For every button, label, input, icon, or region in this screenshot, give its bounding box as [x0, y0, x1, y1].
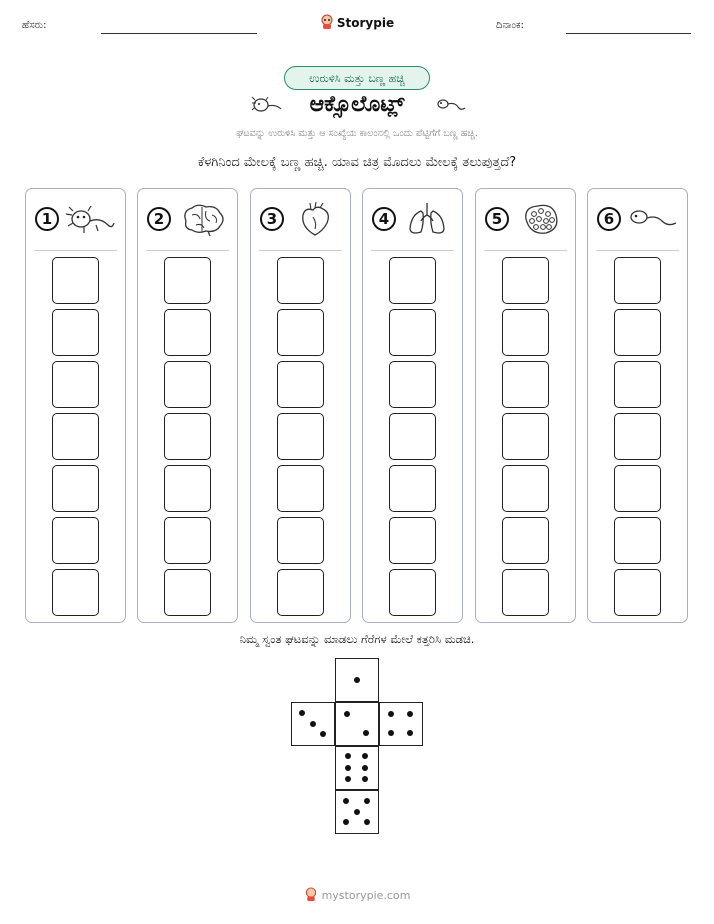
- color-box[interactable]: [614, 465, 661, 512]
- color-box[interactable]: [164, 257, 211, 304]
- brand: [0, 14, 714, 33]
- dice-pip: [388, 730, 394, 736]
- tadpole-title-icon: [436, 96, 466, 118]
- date-label: ದಿನಾಂಕ:: [496, 20, 524, 31]
- color-box[interactable]: [614, 309, 661, 356]
- color-box[interactable]: [164, 569, 211, 616]
- dice-pip: [343, 798, 349, 804]
- dice-pip: [362, 753, 368, 759]
- dice-pip: [310, 721, 316, 727]
- color-box[interactable]: [502, 257, 549, 304]
- color-box[interactable]: [614, 257, 661, 304]
- dice-face-2: [335, 702, 379, 746]
- color-box[interactable]: [164, 413, 211, 460]
- color-box[interactable]: [277, 517, 324, 564]
- color-box[interactable]: [277, 361, 324, 408]
- dice-pip: [364, 819, 370, 825]
- column-divider: [596, 250, 679, 251]
- color-box[interactable]: [52, 569, 99, 616]
- color-box[interactable]: [389, 517, 436, 564]
- column-divider: [371, 250, 454, 251]
- brand-name: Storypie: [336, 16, 395, 30]
- color-box[interactable]: [502, 309, 549, 356]
- color-box[interactable]: [164, 361, 211, 408]
- color-box[interactable]: [277, 465, 324, 512]
- color-box[interactable]: [389, 465, 436, 512]
- dice-pip: [344, 711, 350, 717]
- color-box[interactable]: [389, 361, 436, 408]
- dice-pip: [345, 753, 351, 759]
- storypie-logo-icon: [320, 14, 334, 33]
- dice-pip: [362, 765, 368, 771]
- dice-pip: [354, 809, 360, 815]
- date-field[interactable]: [566, 33, 691, 34]
- column-3: [250, 188, 351, 623]
- column-4: [362, 188, 463, 623]
- footer-url: mystorypie.com: [321, 889, 411, 902]
- column-number: 4: [372, 207, 396, 231]
- color-box[interactable]: [164, 517, 211, 564]
- dice-face-1: [335, 658, 379, 702]
- color-box[interactable]: [277, 257, 324, 304]
- dice-pip: [320, 731, 326, 737]
- color-box[interactable]: [52, 517, 99, 564]
- color-box[interactable]: [502, 361, 549, 408]
- eggs-icon: [514, 201, 566, 237]
- dice-pip: [299, 710, 305, 716]
- color-box[interactable]: [164, 465, 211, 512]
- brain-icon: [176, 201, 228, 237]
- footer-logo-icon: [304, 887, 318, 905]
- column-number: 1: [35, 207, 59, 231]
- color-box[interactable]: [389, 309, 436, 356]
- column-divider: [34, 250, 117, 251]
- color-box[interactable]: [614, 361, 661, 408]
- dice-face-5: [335, 790, 379, 834]
- column-6: [587, 188, 688, 623]
- instructions: ಘಟವನ್ನು ಉರುಳಿಸಿ ಮತ್ತು ಆ ಸಂಖ್ಯೆಯ ಕಾಲಂನಲ್ಲಿ ಒಂದು ಪೆಟ್ಟಿಗೆಗೆ ಬಣ್ಣ ಹಚ್ಚಿ.: [236, 128, 478, 139]
- dice-pip: [363, 730, 369, 736]
- dice-face-6: [335, 746, 379, 790]
- dice-pip: [345, 765, 351, 771]
- dice-pip: [388, 711, 394, 717]
- name-label: ಹೆಸರು:: [22, 20, 47, 31]
- activity-badge: ಉರುಳಿಸಿ ಮತ್ತು ಬಣ್ಣ ಹಚ್ಚಿ: [284, 66, 430, 90]
- axolotl-icon: [64, 201, 116, 237]
- column-number: 2: [147, 207, 171, 231]
- column-divider: [146, 250, 229, 251]
- question: ಕೆಳಗಿನಿಂದ ಮೇಲಕ್ಕೆ ಬಣ್ಣ ಹಚ್ಚಿ. ಯಾವ ಚಿತ್ರ ಮೊದಲು ಮೇಲಕ್ಕೆ ತಲುಪುತ್ತದೆ?: [197, 155, 517, 170]
- color-box[interactable]: [277, 309, 324, 356]
- color-box[interactable]: [614, 517, 661, 564]
- dice-pip: [364, 798, 370, 804]
- column-divider: [484, 250, 567, 251]
- color-box[interactable]: [164, 309, 211, 356]
- color-box[interactable]: [52, 361, 99, 408]
- column-1: [25, 188, 126, 623]
- dice-instruction: ನಿಮ್ಮ ಸ್ವಂತ ಘಟವನ್ನು ಮಾಡಲು ಗೆರೆಗಳ ಮೇಲೆ ಕತ್ತರಿಸಿ ಮಡಚಿ.: [239, 632, 475, 646]
- column-divider: [259, 250, 342, 251]
- dice-face-3: [291, 702, 335, 746]
- dice-pip: [362, 776, 368, 782]
- color-box[interactable]: [277, 413, 324, 460]
- dice-pip: [407, 730, 413, 736]
- color-box[interactable]: [52, 413, 99, 460]
- dice-pip: [343, 819, 349, 825]
- column-number: 3: [260, 207, 284, 231]
- heart-icon: [289, 201, 341, 237]
- column-number: 5: [485, 207, 509, 231]
- name-field[interactable]: [101, 33, 257, 34]
- column-2: [137, 188, 238, 623]
- dice-face-4: [379, 702, 423, 746]
- color-box[interactable]: [52, 257, 99, 304]
- color-box[interactable]: [614, 413, 661, 460]
- color-box[interactable]: [502, 569, 549, 616]
- column-5: [475, 188, 576, 623]
- footer: [0, 887, 714, 905]
- color-box[interactable]: [614, 569, 661, 616]
- color-box[interactable]: [389, 257, 436, 304]
- color-box[interactable]: [277, 569, 324, 616]
- dice-pip: [345, 776, 351, 782]
- color-box[interactable]: [52, 309, 99, 356]
- color-box[interactable]: [502, 465, 549, 512]
- color-box[interactable]: [52, 465, 99, 512]
- color-box[interactable]: [502, 517, 549, 564]
- color-box[interactable]: [502, 413, 549, 460]
- tadpole-icon: [626, 201, 678, 237]
- color-box[interactable]: [389, 413, 436, 460]
- dice-pip: [407, 711, 413, 717]
- column-number: 6: [597, 207, 621, 231]
- dice-pip: [354, 677, 360, 683]
- color-box[interactable]: [389, 569, 436, 616]
- page-title: ಆಕ್ಸೊಲೊಟ್ಲ್: [309, 92, 405, 117]
- lungs-icon: [401, 201, 453, 237]
